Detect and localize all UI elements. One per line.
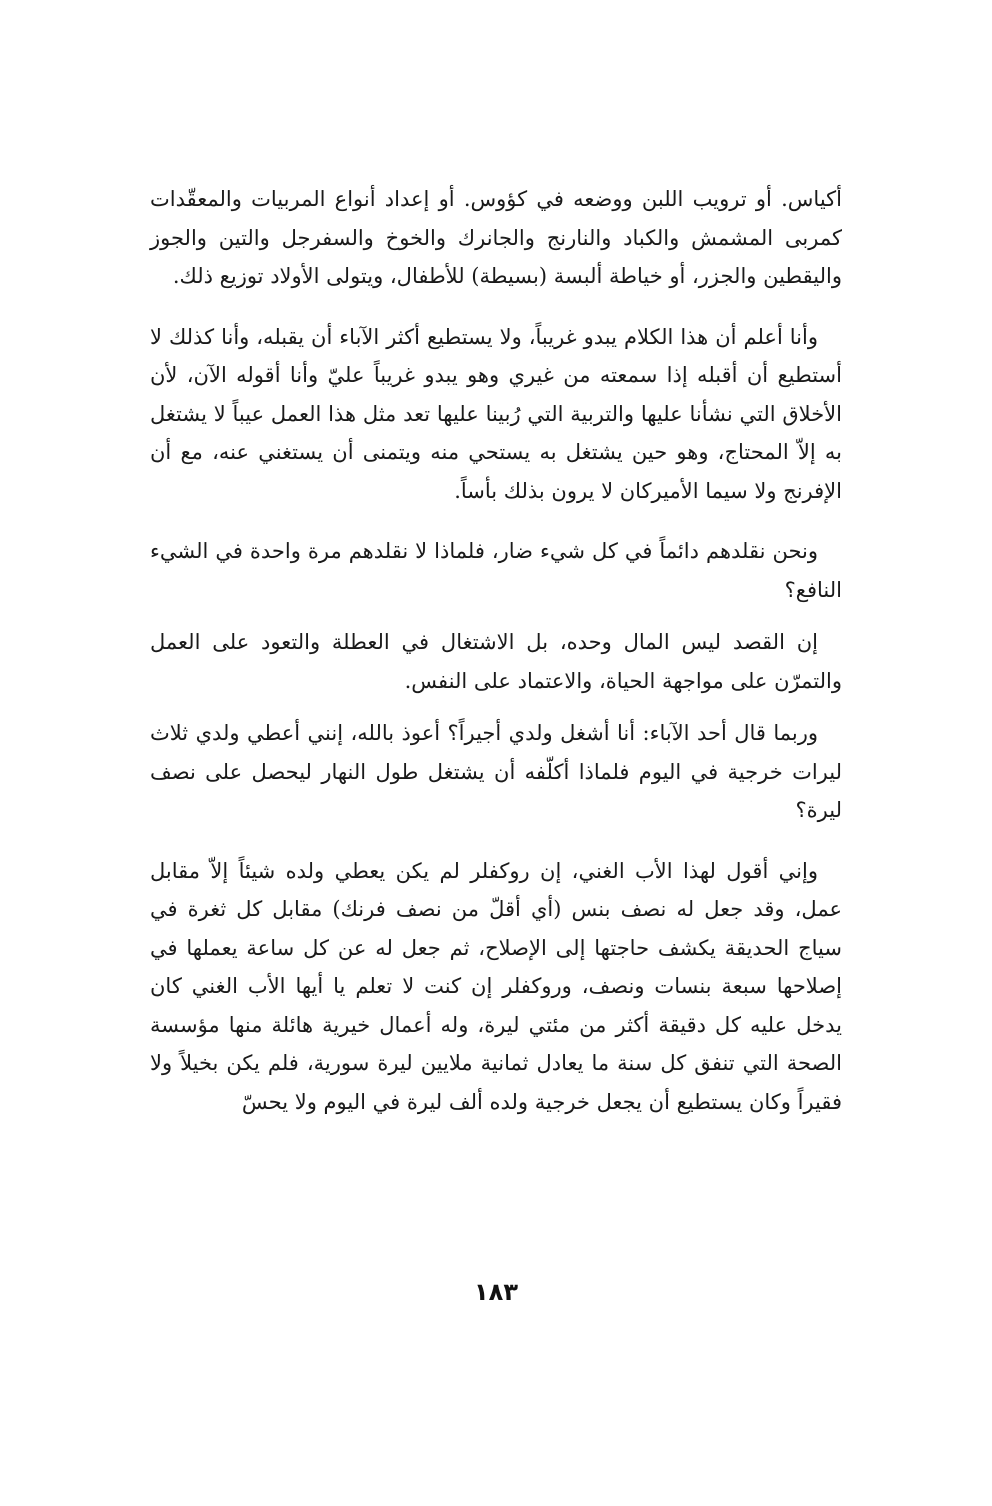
page-number: ١٨٣ xyxy=(474,1278,518,1306)
paragraph-6: وإني أقول لهذا الأب الغني، إن روكفلر لم يكن يعطي ولده شيئاً إلاّ مقابل عمل، وقد جعل له نصف بنس (أي أقلّ من نصف فرنك) مقابل كل ثغرة في سياج الحديقة يكشف حاجتها إلى الإصلاح، ثم جعل له عن كل ساعة يعملها في إصلاحها سبعة بنسات ونصف، وروكفلر إن كنت لا تعلم يا أيها الأب الغني كان يدخل عليه كل دقيقة أكثر من مئتي ليرة، وله أعمال خيرية هائلة منها مؤسسة الصحة التي تنفق كل سنة ما يعادل ثمانية ملايين ليرة سورية، فلم يكن بخيلاً ولا فقيراً وكان يستطيع أن يجعل خرجية ولده ألف ليرة في اليوم ولا يحسّ xyxy=(150,858,842,1114)
body-text xyxy=(150,180,842,1141)
paragraph-5: وربما قال أحد الآباء: أنا أشغل ولدي أجيراً؟ أعوذ بالله، إنني أعطي ولدي ثلاث ليرات خرجية في اليوم فلماذا أكلّفه أن يشتغل طول النهار ليحصل على نصف ليرة؟ xyxy=(150,721,842,822)
paragraph-1: أكياس. أو ترويب اللبن ووضعه في كؤوس. أو إعداد أنواع المربيات والمعقّدات كمربى المشمش والكباد والنارنج والجانرك والخوخ والسفرجل والتين والجوز واليقطين والجزر، أو خياطة ألبسة (بسيطة) للأطفال، ويتولى الأولاد توزيع ذلك. xyxy=(150,187,842,288)
paragraph-4: إن القصد ليس المال وحده، بل الاشتغال في العطلة والتعود على العمل والتمرّن على مواجهة الحياة، والاعتماد على النفس. xyxy=(150,630,842,693)
paragraph-3: ونحن نقلدهم دائماً في كل شيء ضار، فلماذا لا نقلدهم مرة واحدة في الشيء النافع؟ xyxy=(150,539,842,602)
paragraph-2: وأنا أعلم أن هذا الكلام يبدو غريباً، ولا يستطيع أكثر الآباء أن يقبله، وأنا كذلك لا أستطيع أن أقبله إذا سمعته من غيري وهو يبدو غريباً عليّ وأنا أقوله الآن، لأن الأخلاق التي نشأنا عليها والتربية التي رُبينا عليها تعد مثل هذا العمل عيباً لا يشتغل به إلاّ المحتاج، وهو حين يشتغل به يستحي منه ويتمنى أن يستغني عنه، مع أن الإفرنج ولا سيما الأميركان لا يرون بذلك بأساً. xyxy=(150,324,842,503)
